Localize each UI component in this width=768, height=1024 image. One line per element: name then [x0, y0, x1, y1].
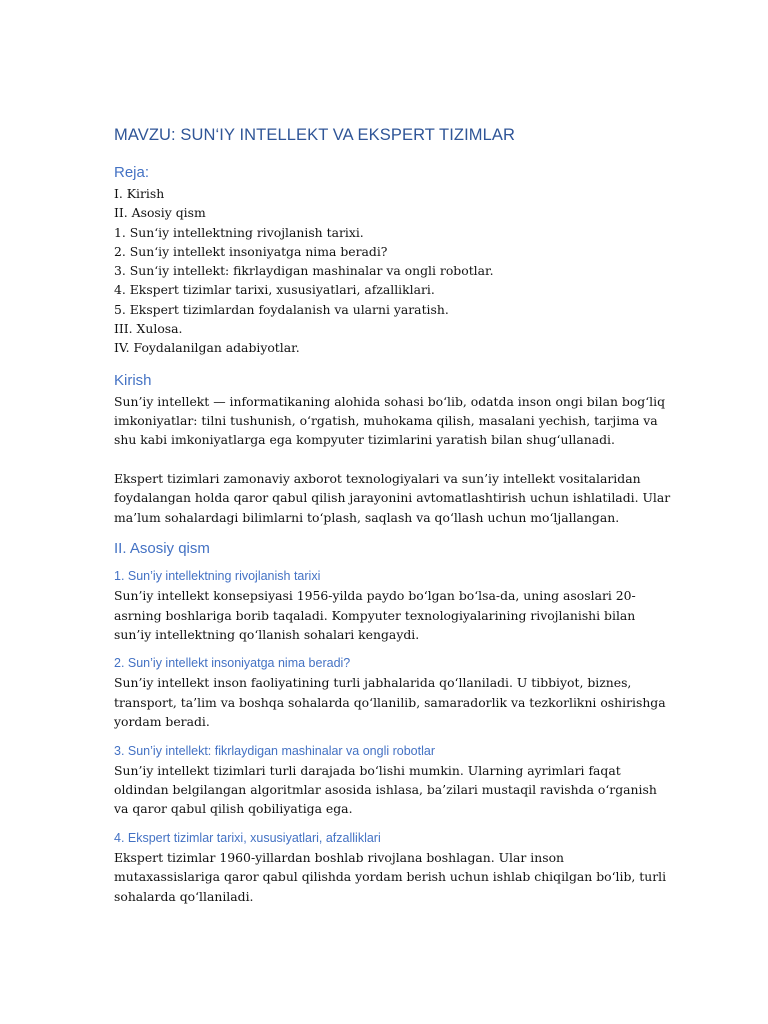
intro-heading: Kirish — [114, 371, 152, 389]
subsection-text: Sun’iy intellekt inson faoliyatining turli jabhalarida qo‘llaniladi. U tibbiyot, biznes, transport, ta’lim va boshqa sohalarda qo‘llanilib, samaradorlik va tezkorlikni oshirishga yordam beradi. — [114, 675, 666, 730]
document-content — [114, 126, 674, 919]
subsection — [114, 656, 674, 731]
main-heading: II. Asosiy qism — [114, 540, 210, 558]
subsection — [114, 744, 674, 819]
plan-item: I. Kirish — [114, 186, 165, 201]
plan-item: 4. Ekspert tizimlar tarixi, xususiyatlari, afzalliklari. — [114, 282, 435, 298]
document-title: MAVZU: SUN‘IY INTELLEKT VA EKSPERT TIZIMLAR — [114, 126, 516, 144]
subsection — [114, 831, 674, 906]
plan-item: III. Xulosa. — [114, 321, 183, 337]
subsection-text: Ekspert tizimlar 1960-yillardan boshlab rivojlana boshlagan. Ular inson mutaxassislariga qaror qabul qilishda yordam berish uchun ishlab chiqilgan bo‘lib, turli sohalarda qo‘llaniladi. — [114, 849, 667, 904]
subsection-heading: 3. Sun’iy intellekt: fikrlaydigan mashinalar va ongli robotlar — [114, 743, 435, 758]
plan-item: 5. Ekspert tizimlardan foydalanish va ularni yaratish. — [114, 301, 449, 317]
subsection — [114, 569, 674, 644]
subsection-heading: 1. Sun’iy intellektning rivojlanish tarixi — [114, 569, 321, 584]
plan-item: 1. Sun‘iy intellektning rivojlanish tarixi. — [114, 224, 364, 240]
plan-list — [114, 184, 674, 358]
main-section — [114, 540, 674, 906]
subsection-heading: 2. Sun’iy intellekt insoniyatga nima beradi? — [114, 656, 351, 671]
plan-item: IV. Foydalanilgan adabiyotlar. — [114, 340, 300, 356]
subsection-text: Sun’iy intellekt tizimlari turli darajada bo‘lishi mumkin. Ularning ayrimlari faqat oldindan belgilangan algoritmlar asosida ishlasa, ba’zilari mustaqil ravishda o‘rganish va qaror qabul qilish qobiliyatiga ega. — [114, 762, 657, 817]
intro-paragraph: Sun’iy intellekt — informatikaning alohida sohasi bo‘lib, odatda inson ongi bilan bog‘liq imkoniyatlar: tilni tushunish, o‘rgatish, muhokama qilish, masalani yechish, tarjima va shu kabi imkoniyatlarga ega kompyuter tizimlarini yaratish bilan shug‘ullanadi. — [114, 393, 666, 448]
plan-item: 3. Sun‘iy intellekt: fikrlaydigan mashinalar va ongli robotlar. — [114, 263, 494, 279]
plan-item: 2. Sun‘iy intellekt insoniyatga nima beradi? — [114, 243, 388, 259]
plan-heading: Reja: — [114, 164, 150, 181]
plan-item: II. Asosiy qism — [114, 205, 206, 221]
paragraph-spacer — [114, 450, 674, 469]
intro-section — [114, 372, 674, 527]
subsection-text: Sun’iy intellekt konsepsiyasi 1956-yilda paydo bo‘lgan bo‘lsa-da, uning asoslari 20-asrning boshlariga borib taqaladi. Kompyuter texnologiyalarining rivojlanishi bilan sun’iy intellektning qo‘llanish sohalari kengaydi. — [114, 588, 636, 642]
subsection-heading: 4. Ekspert tizimlar tarixi, xususiyatlari, afzalliklari — [114, 830, 381, 845]
intro-paragraph: Ekspert tizimlari zamonaviy axborot texnologiyalari va sun’iy intellekt vositalaridan foydalangan holda qaror qabul qilish jarayonini avtomatlashtirish uchun ishlatiladi. Ular ma’lum sohalardagi bilimlarni to‘plash, saqlash va qo‘llash uchun mo‘ljallangan. — [114, 470, 671, 525]
